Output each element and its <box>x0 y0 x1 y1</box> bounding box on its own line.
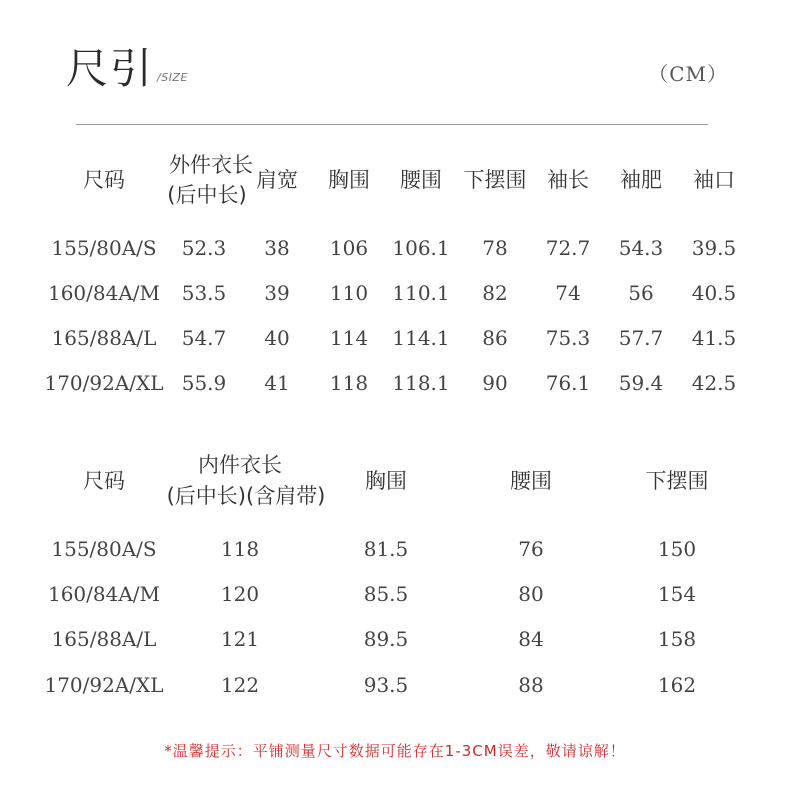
value-cell: 106 <box>329 236 369 260</box>
value-cell: 76 <box>518 537 544 561</box>
size-cell: 165/88A/L <box>51 627 157 651</box>
value-cell: 118 <box>220 537 260 561</box>
value-cell: 54.7 <box>181 326 227 350</box>
size-cell: 170/92A/XL <box>44 371 164 395</box>
value-cell: 52.3 <box>181 236 227 260</box>
value-cell: 41.5 <box>691 326 737 350</box>
value-cell: 75.3 <box>545 326 591 350</box>
value-cell: 74 <box>555 281 581 305</box>
value-cell: 162 <box>657 673 697 697</box>
value-cell: 114 <box>329 326 369 350</box>
value-cell: 110.1 <box>392 281 450 305</box>
value-cell: 82 <box>482 281 508 305</box>
value-cell: 54.3 <box>618 236 664 260</box>
value-cell: 93.5 <box>363 673 409 697</box>
value-cell: 80 <box>518 582 544 606</box>
header-sleeve-width: 袖肥 <box>620 168 662 192</box>
measurement-note: *温馨提示：平铺测量尺寸数据可能存在1-3CM误差，敬请谅解！ <box>164 742 626 760</box>
header-outer-length-note: (后中长) <box>167 183 247 207</box>
value-cell: 84 <box>518 627 544 651</box>
page-title: 尺引 <box>66 44 155 93</box>
value-cell: 81.5 <box>363 537 409 561</box>
size-cell: 165/88A/L <box>51 326 157 350</box>
value-cell: 38 <box>264 236 290 260</box>
value-cell: 88 <box>518 673 544 697</box>
value-cell: 40.5 <box>691 281 737 305</box>
value-cell: 110 <box>329 281 369 305</box>
value-cell: 56 <box>628 281 654 305</box>
value-cell: 55.9 <box>181 371 227 395</box>
value-cell: 118 <box>329 371 369 395</box>
value-cell: 118.1 <box>392 371 450 395</box>
header-hem: 下摆围 <box>645 469 709 493</box>
value-cell: 39 <box>264 281 290 305</box>
value-cell: 158 <box>657 627 697 651</box>
header-inner-length-note: (后中长)(含肩带) <box>166 484 326 508</box>
header-inner-length: 内件衣长 <box>198 453 282 477</box>
value-cell: 86 <box>482 326 508 350</box>
value-cell: 106.1 <box>392 236 450 260</box>
value-cell: 59.4 <box>618 371 664 395</box>
value-cell: 89.5 <box>363 627 409 651</box>
header-sleeve-length: 袖长 <box>547 168 589 192</box>
header-waist: 腰围 <box>400 168 442 192</box>
value-cell: 53.5 <box>181 281 227 305</box>
value-cell: 120 <box>220 582 260 606</box>
value-cell: 42.5 <box>691 371 737 395</box>
value-cell: 90 <box>482 371 508 395</box>
header-divider <box>76 124 708 125</box>
size-cell: 155/80A/S <box>51 537 157 561</box>
header-cuff: 袖口 <box>693 168 735 192</box>
value-cell: 150 <box>657 537 697 561</box>
value-cell: 76.1 <box>545 371 591 395</box>
value-cell: 41 <box>264 371 290 395</box>
value-cell: 78 <box>482 236 508 260</box>
value-cell: 40 <box>264 326 290 350</box>
value-cell: 114.1 <box>392 326 450 350</box>
size-cell: 160/84A/M <box>47 281 161 305</box>
value-cell: 154 <box>657 582 697 606</box>
header-waist: 腰围 <box>510 469 552 493</box>
size-cell: 160/84A/M <box>47 582 161 606</box>
header-hem: 下摆围 <box>463 168 527 192</box>
size-cell: 170/92A/XL <box>44 673 164 697</box>
header-outer-length: 外件衣长 <box>169 153 253 177</box>
unit-label: （CM） <box>648 62 728 86</box>
header-shoulder: 肩宽 <box>256 168 298 192</box>
size-cell: 155/80A/S <box>51 236 157 260</box>
header-chest: 胸围 <box>365 469 407 493</box>
value-cell: 72.7 <box>545 236 591 260</box>
page-subtitle: /SIZE <box>157 71 188 84</box>
header-size: 尺码 <box>83 168 125 192</box>
value-cell: 39.5 <box>691 236 737 260</box>
value-cell: 85.5 <box>363 582 409 606</box>
value-cell: 121 <box>220 627 260 651</box>
header-size: 尺码 <box>83 469 125 493</box>
header-chest: 胸围 <box>328 168 370 192</box>
value-cell: 57.7 <box>618 326 664 350</box>
value-cell: 122 <box>220 673 260 697</box>
